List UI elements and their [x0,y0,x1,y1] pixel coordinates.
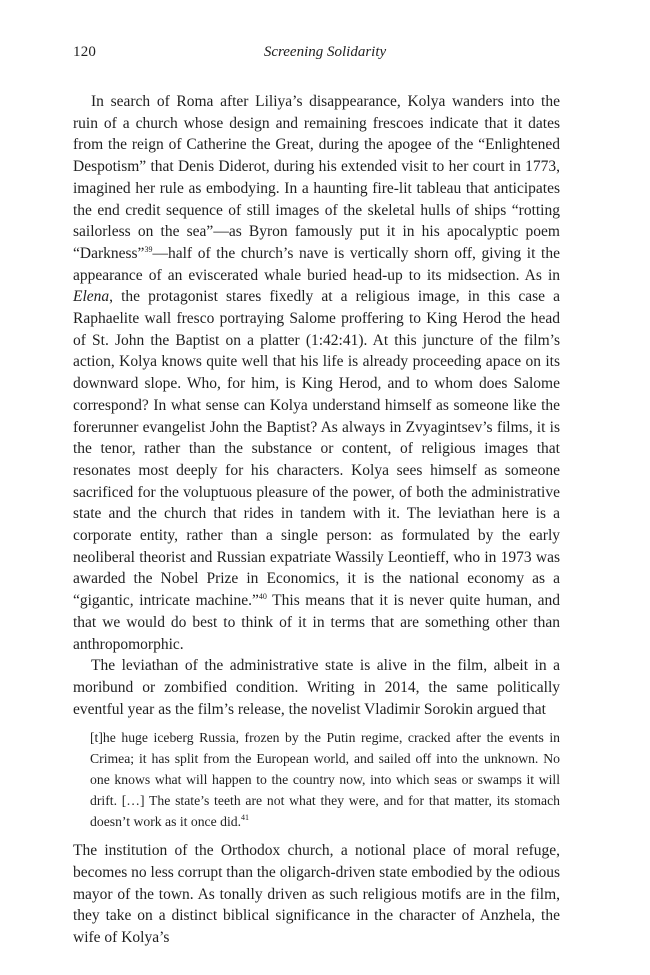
paragraph-1-text-b: —half of the church’s nave is vertically shorn off, giving it the appearance of an eviscerated whale buried head-up to its midsection. As in [73,244,560,284]
running-header [73,44,577,68]
footnote-ref-41: 41 [241,812,250,822]
paragraph-3: The institution of the Orthodox church, a notional place of moral refuge, becomes no less corrupt than the oligarch-driven state embodied by the odious mayor of the town. As tonally driven as such religious motifs are in the film, they take on a distinct biblical significance in the character of Anzhela, the wife of Kolya’s [73,842,560,947]
paragraph-1 [73,91,560,655]
block-quote [90,728,560,832]
block-quote-text: [t]he huge iceberg Russia, frozen by the Putin regime, cracked after the events in Crimea; it has split from the European world, and sailed off into the unknown. No one knows what will happen to the country now, into which seas or swamps it will drift. […] The state’s teeth are not what they were, and for that matter, its stomach doesn’t work as it once did. [90,730,560,829]
text-body [73,91,560,949]
running-title: Screening Solidarity [263,44,387,60]
paragraph-1-text-a: In search of Roma after Liliya’s disappearance, Kolya wanders into the ruin of a church whose design and remaining frescoes indicate that it dates from the reign of Catherine the Great, during the apogee of the “Enlightened Despotism” that Denis Diderot, during his extended visit to her court in 1773, imagined her rule as embodying. In a haunting fire-lit tableau that anticipates the end credit sequence of still images of the skeletal hulls of ships “rotting sailorless on the sea”—as Byron famously put it in his apocalyptic poem “Darkness” [73,93,560,262]
film-title-elena: Elena [73,288,110,306]
paragraph-2: The leviathan of the administrative state is alive in the film, albeit in a moribund or zombified condition. Writing in 2014, the same politically eventful year as the film’s release, the novelist Vladimir Sorokin argued that [73,657,560,718]
paragraph-1-text-c: , the protagonist stares fixedly at a religious image, in this case a Raphaelite wall fresco portraying Salome proffering to King Herod the head of St. John the Baptist on a platter (1:42:41). At this juncture of the film’s action, Kolya knows quite well that his life is already proceeding apace on its downward slope. Who, for him, is King Herod, and to whom does Salome correspond? In what sense can Kolya understand himself as someone like the forerunner evangelist John the Baptist? As always in Zvyagintsev’s films, it is the tenor, rather than the substance or content, of religious images that resonates most deeply for his characters. Kolya sees himself as someone sacrificed for the voluptuous pleasure of the power, of both the administrative state and the church that rides in tandem with it. The leviathan here is a corporate entity, rather than a single person: as formulated by the early neoliberal theorist and Russian expatriate Wassily Leontieff, who in 1973 was awarded the Nobel Prize in Economics, it is the national economy as a “gigantic, intricate machine.” [73,288,560,610]
paragraph-1-text-d: This means that it is never quite human, and that we would do best to think of it in terms that are something other than anthropomorphic. [73,592,560,653]
page-number: 120 [73,44,97,60]
footnote-ref-39: 39 [144,244,153,254]
footnote-ref-40: 40 [258,592,267,602]
